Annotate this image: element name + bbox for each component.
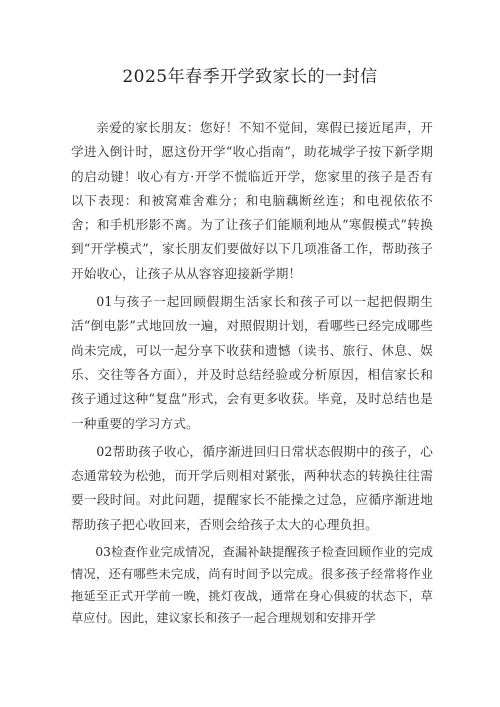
- paragraph-intro: 亲爱的家长朋友：您好！不知不觉间，寒假已接近尾声，开学进入倒计时，愿这份开学“收心指南”，助花城学子按下新学期的启动键！收心有方·开学不慌临近开学，您家里的孩子是否有以下表现：和被窝难舍难分；和电脑藕断丝连；和电视依依不舍；和手机形影不离。为了让孩子们能顺利地从“寒假模式”转换到“开学模式”，家长朋友们要做好以下几项准备工作，帮助孩子开始收心，让孩子从从容容迎接新学期！: [71, 120, 433, 281]
- document-title: 2025年春季开学致家长的一封信: [122, 67, 378, 87]
- document-body: [71, 116, 433, 629]
- paragraph-03: 03检查作业完成情况，查漏补缺提醒孩子检查回顾作业的完成情况，还有哪些未完成，尚有时间予以完成。很多孩子经常将作业拖延至正式开学前一晚，挑灯夜战，通常在身心俱疲的状态下，草草应付。因此，建议家长和孩子一起合理规划和安排开学: [71, 545, 433, 626]
- paragraph-02: 02帮助孩子收心，循序渐进回归日常状态假期中的孩子，心态通常较为松弛，而开学后则相对紧张，两种状态的转换往往需要一段时间。对此问题，提醒家长不能操之过急，应循序渐进地帮助孩子把心收回来，否则会给孩子太大的心理负担。: [71, 443, 433, 532]
- paragraph-01: 01与孩子一起回顾假期生活家长和孩子可以一起把假期生活“倒电影”式地回放一遍，对照假期计划，看哪些已经完成哪些尚未完成，可以一起分享下收获和遗憾（读书、旅行、休息、娱乐、交往等各方面），并及时总结经验或分析原因，相信家长和孩子通过这种“复盘”形式，会有更多收获。毕竟，及时总结也是一种重要的学习方式。: [71, 294, 433, 431]
